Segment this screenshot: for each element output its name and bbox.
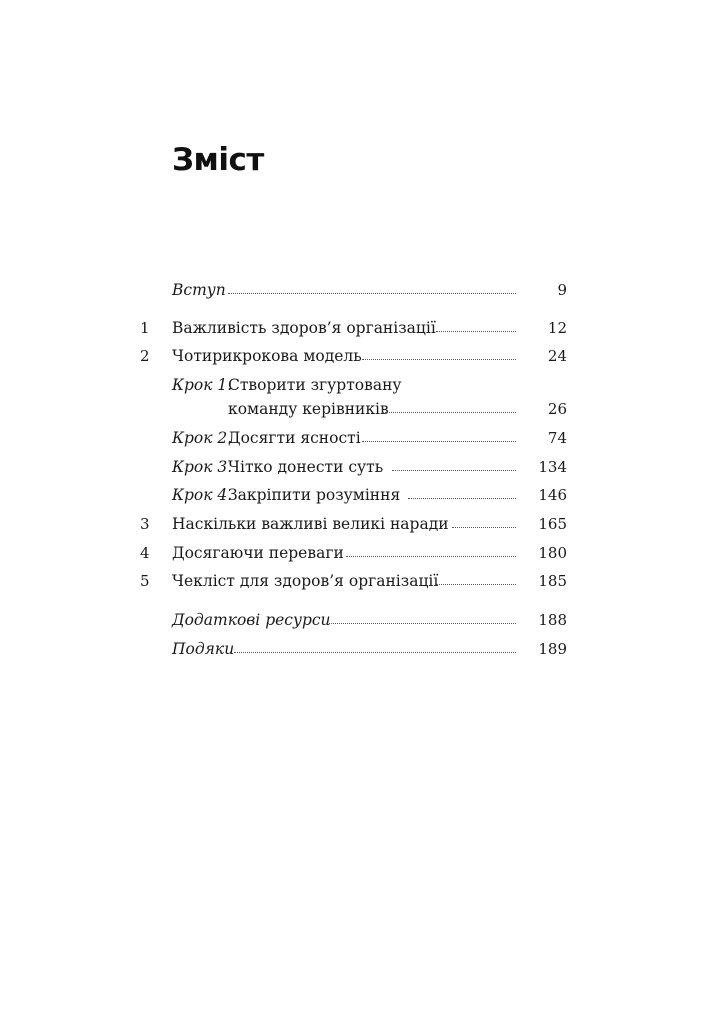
toc-entry-label: Вступ xyxy=(172,281,226,299)
toc-page-number: 189 xyxy=(538,640,567,658)
toc-page-number: 146 xyxy=(538,486,567,504)
dot-leader xyxy=(436,584,516,585)
chapter-number: 5 xyxy=(140,572,150,590)
toc-page-number: 188 xyxy=(538,611,567,629)
toc-page-number: 12 xyxy=(547,319,567,337)
toc-entry-step-3[interactable] xyxy=(0,455,722,479)
toc-entry-label: Чотирикрокова модель xyxy=(172,347,362,365)
dot-leader xyxy=(362,441,516,442)
toc-entry-step-2[interactable] xyxy=(0,426,722,450)
toc-page-number: 9 xyxy=(557,281,567,299)
toc-entry-label: Чекліст для здоров’я організації xyxy=(172,572,439,590)
toc-entry-label: Створити згуртовану xyxy=(228,376,402,394)
dot-leader xyxy=(452,527,516,528)
dot-leader xyxy=(436,331,516,332)
toc-entry-label: Наскільки важливі великі наради xyxy=(172,515,449,533)
toc-step-prefix: Крок 4. xyxy=(172,486,233,504)
toc-entry-label: Чітко донести суть xyxy=(228,458,384,476)
toc-entry-chapter-1[interactable] xyxy=(0,316,722,340)
dot-leader xyxy=(408,498,516,499)
toc-entry-step-1[interactable] xyxy=(0,373,722,397)
toc-entry-resources[interactable] xyxy=(0,608,722,632)
toc-entry-step-1-continued[interactable] xyxy=(0,397,722,421)
toc-page-number: 180 xyxy=(538,544,567,562)
toc-page-number: 26 xyxy=(547,400,567,418)
toc-entry-chapter-4[interactable] xyxy=(0,541,722,565)
dot-leader xyxy=(228,293,516,294)
toc-entry-intro[interactable] xyxy=(0,278,722,302)
toc-entry-chapter-3[interactable] xyxy=(0,512,722,536)
dot-leader xyxy=(382,412,516,413)
dot-leader xyxy=(362,359,516,360)
toc-entry-label: Досягти ясності xyxy=(228,429,361,447)
toc-entry-label: Важливість здоров’я організації xyxy=(172,319,436,337)
toc-entry-acknowledgements[interactable] xyxy=(0,637,722,661)
toc-entry-label: Подяки xyxy=(172,640,235,658)
chapter-number: 3 xyxy=(140,515,150,533)
toc-step-prefix: Крок 1. xyxy=(172,376,233,394)
dot-leader xyxy=(346,556,516,557)
dot-leader xyxy=(234,652,516,653)
toc-entry-chapter-2[interactable] xyxy=(0,344,722,368)
toc-page-number: 74 xyxy=(547,429,567,447)
chapter-number: 2 xyxy=(140,347,150,365)
toc-step-prefix: Крок 3. xyxy=(172,458,233,476)
toc-page-number: 165 xyxy=(538,515,567,533)
chapter-number: 1 xyxy=(140,319,150,337)
toc-entry-label: Закріпити розуміння xyxy=(228,486,401,504)
toc-page-number: 24 xyxy=(547,347,567,365)
toc-entry-label-continued: команду керівників xyxy=(228,400,389,418)
toc-entry-chapter-5[interactable] xyxy=(0,569,722,593)
toc-page-number: 134 xyxy=(538,458,567,476)
dot-leader xyxy=(326,623,516,624)
toc-entry-label: Додаткові ресурси xyxy=(172,611,331,629)
toc-entry-label: Досягаючи переваги xyxy=(172,544,344,562)
page-title: Зміст xyxy=(172,142,264,178)
toc-step-prefix: Крок 2. xyxy=(172,429,233,447)
chapter-number: 4 xyxy=(140,544,150,562)
dot-leader xyxy=(392,470,516,471)
toc-page-number: 185 xyxy=(538,572,567,590)
toc-entry-step-4[interactable] xyxy=(0,483,722,507)
